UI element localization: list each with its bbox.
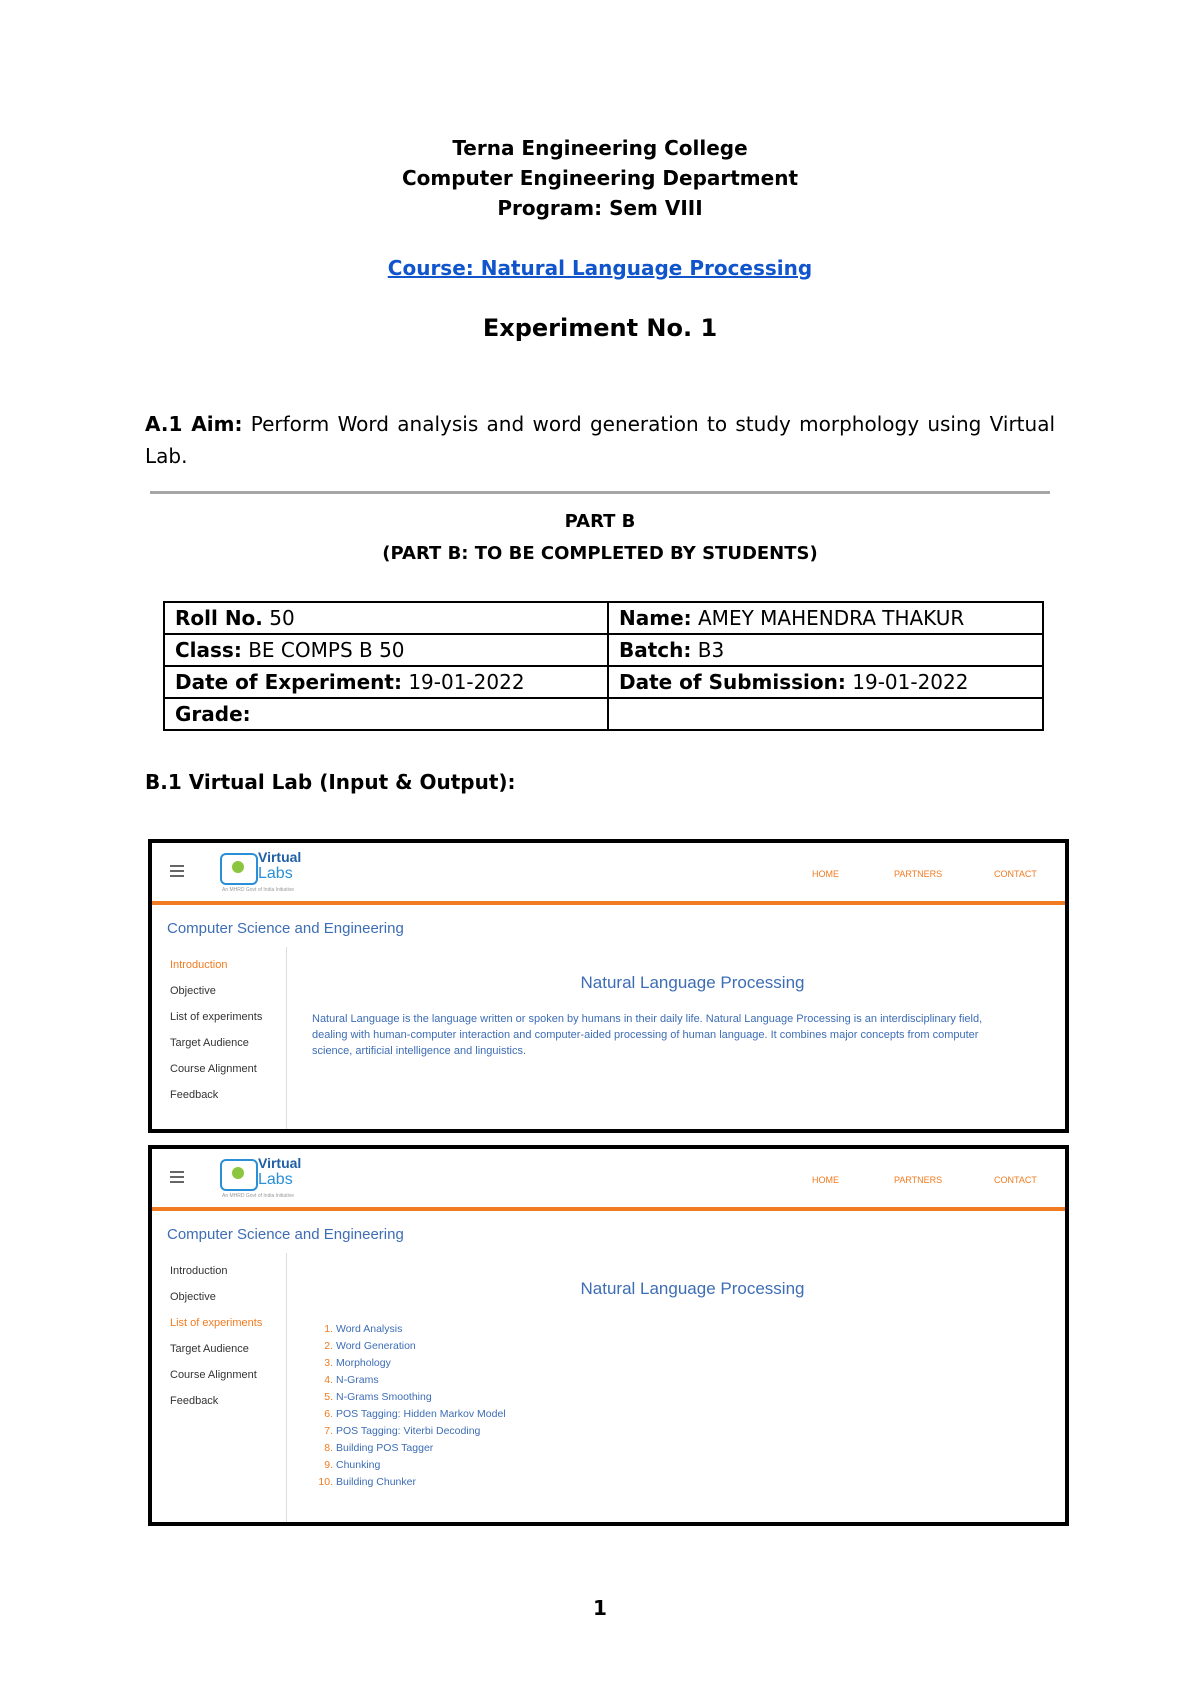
roll-value: 50 [269,606,295,630]
table-row [164,602,1043,634]
experiment-link[interactable] [317,1457,506,1474]
lab-title: Natural Language Processing [580,973,805,992]
logo-text-virtual: Virtual [258,849,302,865]
experiment-number: 3. [324,1357,333,1369]
page-number: 1 [593,1596,607,1620]
experiment-label[interactable]: Word Generation [336,1340,416,1352]
nav-contact[interactable]: CONTACT [994,869,1037,879]
sidebar-item-experiments[interactable]: List of experiments [170,1317,263,1329]
experiment-label[interactable]: Word Analysis [336,1323,403,1335]
experiment-link[interactable] [317,1355,506,1372]
sidebar-item-introduction[interactable]: Introduction [170,1265,228,1277]
experiment-title: Experiment No. 1 [482,314,718,342]
batch-label: Batch: [619,638,692,662]
logo-text-labs: Labs [258,1171,293,1188]
virtual-lab-screenshot-experiments [148,1145,1069,1526]
experiment-list [317,1321,506,1491]
roll-cell [164,602,608,634]
batch-cell [608,634,1043,666]
experiment-number: 4. [324,1374,333,1386]
experiment-label[interactable]: POS Tagging: Viterbi Decoding [336,1425,481,1437]
department-title: Computer Science and Engineering [167,920,404,937]
roll-label: Roll No. [175,606,263,630]
nav-contact[interactable]: CONTACT [994,1175,1037,1185]
logo-tagline: An MHRD Govt of India Initiative [222,1193,294,1199]
aim-paragraph [145,408,1055,472]
class-label: Class: [175,638,242,662]
part-b-subtitle: (PART B: TO BE COMPLETED BY STUDENTS) [382,543,818,564]
experiment-number: 2. [324,1340,333,1352]
nav-partners[interactable]: PARTNERS [894,1175,943,1185]
department-title: Computer Science and Engineering [167,1226,404,1243]
table-row [164,698,1043,730]
site-header [152,1149,1065,1211]
experiment-label[interactable]: POS Tagging: Hidden Markov Model [336,1408,506,1420]
logo-text-virtual: Virtual [258,1155,302,1171]
name-cell [608,602,1043,634]
class-cell [164,634,608,666]
nav-home[interactable]: HOME [812,1175,839,1185]
virtual-lab-screenshot-introduction [148,839,1069,1133]
flask-icon [220,853,258,885]
sidebar-item-target-audience[interactable]: Target Audience [170,1037,249,1049]
name-value: AMEY MAHENDRA THAKUR [698,606,965,630]
intro-text: Natural Language is the language written or spoken by humans in their daily life. Natural Language Processing is an interdisciplinary field, dealing with human-computer interaction and computer-aided processing of human language. It combines major concepts from computer science, artificial intelligence and linguistics. [312,1013,983,1057]
sidebar-item-feedback: Feedback [170,1395,219,1407]
experiment-label[interactable]: N-Grams Smoothing [336,1391,432,1403]
program-name: Program: Sem VIII [497,196,703,220]
experiment-link[interactable] [317,1372,506,1389]
flask-icon [220,1159,258,1191]
table-row [164,634,1043,666]
submission-date-value: 19-01-2022 [852,670,969,694]
virtual-labs-logo[interactable] [220,1153,305,1201]
sidebar-item-course-alignment[interactable]: Course Alignment [170,1369,257,1381]
sidebar-item-experiments[interactable]: List of experiments [170,1011,263,1023]
logo-tagline: An MHRD Govt of India Initiative [222,887,294,893]
experiment-label[interactable]: Morphology [336,1357,391,1369]
experiment-date-value: 19-01-2022 [408,670,525,694]
class-value: BE COMPS B 50 [248,638,405,662]
grade-label: Grade: [175,702,251,726]
course-link[interactable]: Course: Natural Language Processing [387,256,813,280]
experiment-number: 8. [324,1442,333,1454]
name-label: Name: [619,606,692,630]
part-b-title: PART B [564,511,636,532]
sidebar-item-course-alignment[interactable]: Course Alignment [170,1063,257,1075]
sidebar-item-objective[interactable]: Objective [170,1291,216,1303]
college-name: Terna Engineering College [452,136,748,160]
experiment-link[interactable] [317,1321,506,1338]
sidebar-item-feedback: Feedback [170,1089,219,1101]
student-info-table [163,601,1044,731]
grade-cell [164,698,608,730]
submission-date-cell [608,666,1043,698]
experiment-number: 1. [324,1323,333,1335]
experiment-label[interactable]: N-Grams [336,1374,379,1386]
experiment-number: 9. [324,1459,333,1471]
experiment-label[interactable]: Chunking [336,1459,381,1471]
experiment-number: 7. [324,1425,333,1437]
experiment-link[interactable] [317,1389,506,1406]
experiment-link[interactable] [317,1423,506,1440]
aim-text: Perform Word analysis and word generation to study morphology using Virtual Lab. [145,412,1056,468]
table-row [164,666,1043,698]
virtual-labs-logo[interactable] [220,847,305,895]
experiment-link[interactable] [317,1338,506,1355]
empty-cell [608,698,1043,730]
site-header [152,843,1065,905]
lab-title: Natural Language Processing [580,1279,805,1298]
experiment-date-cell [164,666,608,698]
experiment-number: 5. [324,1391,333,1403]
sidebar-item-introduction[interactable]: Introduction [170,959,228,971]
experiment-link[interactable] [317,1406,506,1423]
experiment-link[interactable] [317,1440,506,1457]
sidebar-item-target-audience[interactable]: Target Audience [170,1343,249,1355]
submission-date-label: Date of Submission: [619,670,846,694]
aim-label: A.1 Aim: [145,412,243,436]
virtual-lab-heading: B.1 Virtual Lab (Input & Output): [145,770,516,794]
nav-partners[interactable]: PARTNERS [894,869,943,879]
experiment-number: 6. [324,1408,333,1420]
batch-value: B3 [697,638,725,662]
experiment-label[interactable]: Building POS Tagger [336,1442,434,1454]
department-name: Computer Engineering Department [401,166,799,190]
experiment-label[interactable]: Building Chunker [336,1476,416,1488]
menu-icon[interactable] [170,1171,184,1186]
menu-icon[interactable] [170,865,184,880]
nav-home[interactable]: HOME [812,869,839,879]
experiment-number: 10. [318,1476,333,1488]
sidebar-item-objective[interactable]: Objective [170,985,216,997]
logo-text-labs: Labs [258,865,293,882]
section-divider [150,491,1050,494]
experiment-date-label: Date of Experiment: [175,670,402,694]
experiment-link[interactable] [317,1474,506,1491]
